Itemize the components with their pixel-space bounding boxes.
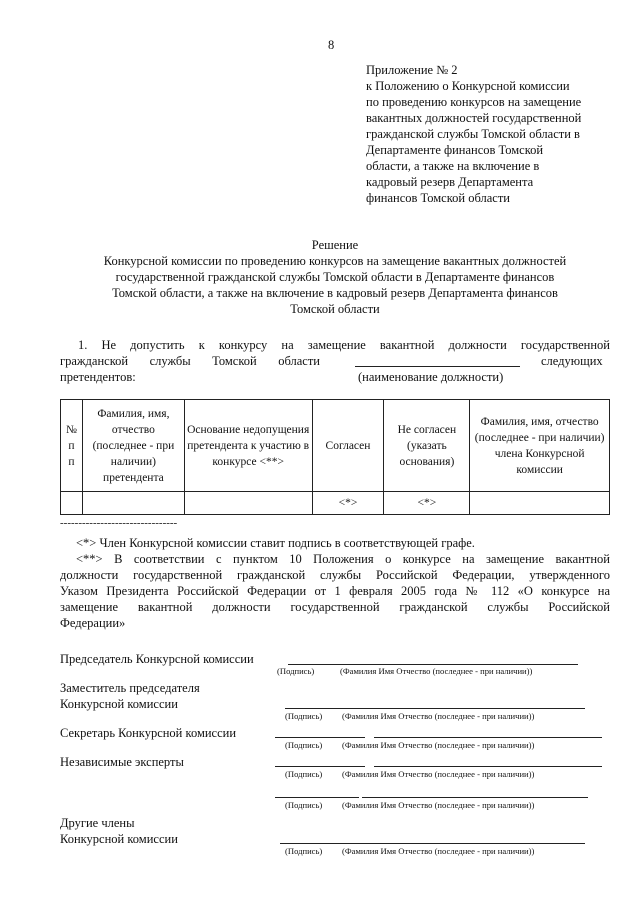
- deputy-caption-sign: (Подпись): [285, 711, 323, 721]
- secretary-caption-sign: (Подпись): [285, 740, 323, 750]
- secretary-name-line[interactable]: [374, 737, 602, 738]
- title-line: Томской области, а также на включение в кадровый резерв Департамента финансов: [112, 286, 558, 300]
- table-cell[interactable]: [184, 492, 312, 515]
- others-signature-line[interactable]: [280, 843, 585, 844]
- decision-table: [60, 399, 610, 515]
- table-cell[interactable]: <*>: [384, 492, 470, 515]
- others-label-1: Другие члены: [60, 816, 135, 830]
- others-caption-sign: (Подпись): [285, 846, 323, 856]
- header-cell: Согласен: [312, 400, 384, 492]
- appendix-line: кадровый резерв Департамента: [366, 175, 534, 189]
- footnote-2-line: Указом Президента Российской Федерации от 1 февраля 2005 года № 112 «О конкурсе на: [60, 584, 610, 598]
- position-field[interactable]: [355, 366, 520, 367]
- experts-name-line[interactable]: [374, 766, 602, 767]
- experts-name-line-2[interactable]: [362, 797, 588, 798]
- appendix-line: по проведению конкурсов на замещение: [366, 95, 582, 109]
- table-cell[interactable]: <*>: [312, 492, 384, 515]
- footnote-2: [60, 551, 610, 631]
- chairman-label: Председатель Конкурсной комиссии: [60, 652, 254, 666]
- appendix-line: гражданской службы Томской области в: [366, 127, 580, 141]
- header-cell: Фамилия, имя, отчество (последнее - при наличии) претендента: [82, 400, 184, 492]
- appendix-line: Департаменте финансов Томской: [366, 143, 544, 157]
- document-title: [40, 237, 630, 317]
- table-cell[interactable]: [61, 492, 83, 515]
- deputy-label-1: Заместитель председателя: [60, 681, 200, 695]
- table-cell[interactable]: [470, 492, 610, 515]
- footnote-2-line: должности государственной гражданской службы Российской Федерации, утвержденного: [60, 568, 610, 582]
- appendix-line: области, а также на включение в: [366, 159, 540, 173]
- clause1-line2-left: гражданской службы Томской области: [60, 354, 320, 368]
- deputy-signature-line[interactable]: [285, 708, 585, 709]
- appendix-line: Приложение № 2: [366, 63, 458, 77]
- header-cell: Фамилия, имя, отчество (последнее - при наличии) члена Конкурсной комиссии: [470, 400, 610, 492]
- clause1-line2-right: следующих: [541, 354, 603, 368]
- title-line: государственной гражданской службы Томской области в Департаменте финансов: [115, 270, 555, 284]
- footnote-1: <*> Член Конкурсной комиссии ставит подпись в соответствующей графе.: [76, 536, 475, 550]
- deputy-label-2: Конкурсной комиссии: [60, 697, 178, 711]
- title-line: Конкурсной комиссии по проведению конкурсов на замещение вакантных должностей: [103, 254, 567, 268]
- secretary-sign-line[interactable]: [275, 737, 365, 738]
- footnote-2-line: Федерации»: [60, 616, 126, 630]
- chairman-signature-line[interactable]: [288, 664, 578, 665]
- appendix-line: к Положению о Конкурсной комиссии: [366, 79, 570, 93]
- experts-sign-line-2[interactable]: [275, 797, 359, 798]
- chairman-caption-sign: (Подпись): [277, 666, 315, 676]
- experts-label: Независимые эксперты: [60, 755, 184, 769]
- clause1-line3: претендентов:: [60, 370, 136, 384]
- header-cell: № п п: [61, 400, 83, 492]
- header-cell: Не согласен (указать основания): [384, 400, 470, 492]
- appendix-block: [366, 62, 581, 206]
- appendix-line: вакантных должностей государственной: [366, 111, 582, 125]
- experts-caption-sign-2: (Подпись): [285, 800, 323, 810]
- page-number: 8: [328, 38, 335, 52]
- others-caption-name: (Фамилия Имя Отчество (последнее - при наличии)): [342, 846, 535, 856]
- footnote-separator: --------------------------------: [60, 517, 178, 529]
- appendix-line: финансов Томской области: [366, 191, 510, 205]
- footnote-2-line: <**> В соответствии с пунктом 10 Положения о конкурсе на замещение вакантной: [76, 552, 610, 566]
- secretary-caption-name: (Фамилия Имя Отчество (последнее - при наличии)): [342, 740, 535, 750]
- experts-caption-sign: (Подпись): [285, 769, 323, 779]
- experts-sign-line[interactable]: [275, 766, 365, 767]
- chairman-caption-name: (Фамилия Имя Отчество (последнее - при наличии)): [340, 666, 533, 676]
- clause1-line1: 1. Не допустить к конкурсу на замещение вакантной должности государственной: [78, 338, 610, 352]
- title-heading: Решение: [311, 238, 359, 252]
- table-row: [61, 492, 610, 515]
- header-cell: Основание недопущения претендента к участию в конкурсе <**>: [184, 400, 312, 492]
- position-caption: (наименование должности): [358, 370, 504, 384]
- title-line: Томской области: [290, 302, 380, 316]
- secretary-label: Секретарь Конкурсной комиссии: [60, 726, 237, 740]
- deputy-caption-name: (Фамилия Имя Отчество (последнее - при наличии)): [342, 711, 535, 721]
- table-header-row: [61, 400, 610, 492]
- others-label-2: Конкурсной комиссии: [60, 832, 178, 846]
- experts-caption-name-2: (Фамилия Имя Отчество (последнее - при наличии)): [342, 800, 535, 810]
- experts-caption-name: (Фамилия Имя Отчество (последнее - при наличии)): [342, 769, 535, 779]
- table-cell[interactable]: [82, 492, 184, 515]
- footnote-2-line: замещение вакантной должности государственной гражданской службы Российской: [60, 600, 610, 614]
